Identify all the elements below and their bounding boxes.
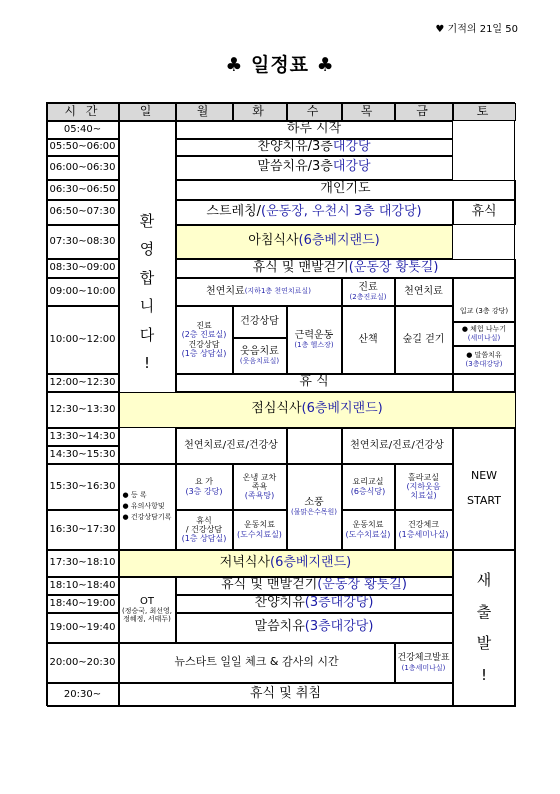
- stretching: 스트레칭/ (운동장, 우천시 3층 대강당): [176, 200, 453, 225]
- time-cell: 15:30~16:30: [47, 464, 119, 510]
- sat-new-beginning: 새 출 발 !: [453, 550, 516, 707]
- fri-hula: 홀라교실 (지하웃음 치료실): [395, 464, 453, 510]
- time-cell: 16:30~17:30: [47, 510, 119, 550]
- lunch: 점심식사 (6층베지랜드): [119, 392, 516, 428]
- word-healing: 말씀치유/3층 대강당: [176, 156, 453, 180]
- thu-exercise-therapy: 운동치료 (도수치료실): [342, 510, 395, 550]
- header-label: 기적의 21일 50: [447, 24, 518, 35]
- tue-consult-1000: 건강상담: [233, 306, 287, 338]
- time-cell: 12:00~12:30: [47, 374, 119, 392]
- tue-exercise-therapy: 운동치료 (도수치료실): [233, 510, 287, 550]
- time-cell: 07:30~08:30: [47, 225, 119, 259]
- time-cell: 05:50~06:00: [47, 139, 119, 156]
- time-cell: 18:40~19:00: [47, 595, 119, 613]
- header-thu: 목: [342, 103, 395, 121]
- thu-clinic-0900: 진료 (2층진료실): [342, 278, 395, 306]
- mon-yoga: 요 가 (3층 강당): [176, 464, 233, 510]
- natural-therapy-0900: 천연치료 (지하1층 천연치료실): [176, 278, 342, 306]
- thu-walk-1000: 산책: [342, 306, 395, 374]
- mon-clinic-1000: 진료 (2층 진료실) 건강상담 (1층 상담실): [176, 306, 233, 374]
- rest-sleep: 휴식 및 취침: [119, 683, 453, 707]
- header-time: 시 간: [47, 103, 119, 121]
- mon-tue-afternoon-therapy: 천연치료/진료/건강상: [176, 428, 287, 464]
- sat-rest: 휴식: [453, 200, 516, 225]
- fri-health-report: 건강체크발표 (1층세미나실): [395, 643, 453, 683]
- header-sun: 일: [119, 103, 176, 121]
- fri-natural-therapy-0900: 천연치료: [395, 278, 453, 306]
- time-cell: 12:30~13:30: [47, 392, 119, 428]
- rest-1200: 휴 식: [176, 374, 453, 392]
- day-start: 하루 시작: [176, 121, 453, 139]
- dinner: 저녁식사 (6층베지랜드): [119, 550, 453, 577]
- thu-cooking: 요리교실 (6층식당): [342, 464, 395, 510]
- header-sat: 토: [453, 103, 516, 121]
- daily-check-gratitude: 뉴스타트 일일 체크 & 감사의 시간: [119, 643, 395, 683]
- praise-healing-evening: 찬양치유 (3층대강당): [176, 595, 453, 613]
- fri-forest-1000: 숲길 걷기: [395, 306, 453, 374]
- breakfast: 아침식사 (6층베지랜드): [176, 225, 453, 259]
- sunday-welcome: 환 영 합 니 다 !: [119, 121, 176, 464]
- time-cell: 09:00~10:00: [47, 278, 119, 306]
- schedule-grid: [46, 102, 515, 706]
- sat-orientation: 입교 (3층 강당): [453, 278, 516, 322]
- heart-icon: ♥: [435, 24, 445, 35]
- tue-footbath: 온냉 교차 족욕 (족욕탕): [233, 464, 287, 510]
- time-cell: 08:30~09:00: [47, 259, 119, 278]
- header-mon: 월: [176, 103, 233, 121]
- time-cell: 06:50~07:30: [47, 200, 119, 225]
- sat-new-start: NEW START: [453, 428, 516, 550]
- time-cell: 20:30~: [47, 683, 119, 707]
- fri-health-check: 건강체크 (1층세미나실): [395, 510, 453, 550]
- sunday-ot: OT (정승국, 최선영, 정혜정, 서태두): [119, 577, 176, 643]
- sat-blank-1200: [453, 374, 516, 392]
- wed-picnic: 소풍 (물맑은수목원): [287, 464, 342, 550]
- thu-fri-afternoon-therapy: 천연치료/진료/건강상: [342, 428, 453, 464]
- header-tue: 화: [233, 103, 287, 121]
- sat-word: ● 말씀치유 (3층대강당): [453, 346, 516, 374]
- word-healing-evening: 말씀치유 (3층대강당): [176, 613, 453, 643]
- page-title: ♣ 일정표 ♣: [225, 54, 335, 76]
- header-wed: 수: [287, 103, 342, 121]
- time-cell: 20:00~20:30: [47, 643, 119, 683]
- time-cell: 17:30~18:10: [47, 550, 119, 577]
- praise-healing: 찬양치유/3층 대강당: [176, 139, 453, 156]
- sat-sharing: ● 체험 나누기 (세미나실): [453, 322, 516, 346]
- time-cell: 19:00~19:40: [47, 613, 119, 643]
- time-cell: 10:00~12:00: [47, 306, 119, 374]
- time-cell: 13:30~14:30: [47, 428, 119, 446]
- time-cell: 18:10~18:40: [47, 577, 119, 595]
- tue-laughter-1000: 웃음치료 (웃음치료실): [233, 338, 287, 374]
- personal-prayer: 개인기도: [176, 180, 516, 200]
- header: [435, 20, 518, 35]
- barefoot-walk-evening: 휴식 및 맨발걷기 (운동장 황톳길): [176, 577, 453, 595]
- time-cell: 14:30~15:30: [47, 446, 119, 464]
- sunday-registration: ● 등 록 ● 유의사항및 ● 건강상담기록: [119, 464, 176, 550]
- header-fri: 금: [395, 103, 453, 121]
- mon-rest-consult: 휴식 / 건강상담 (1층 상담실): [176, 510, 233, 550]
- wed-blank-1330: [287, 428, 342, 464]
- wed-strength-1000: 근력운동 (1층 헬스장): [287, 306, 342, 374]
- time-cell: 05:40~: [47, 121, 119, 139]
- barefoot-walk-morning: 휴식 및 맨발걷기 (운동장 황톳길): [176, 259, 516, 278]
- time-cell: 06:00~06:30: [47, 156, 119, 180]
- time-cell: 06:30~06:50: [47, 180, 119, 200]
